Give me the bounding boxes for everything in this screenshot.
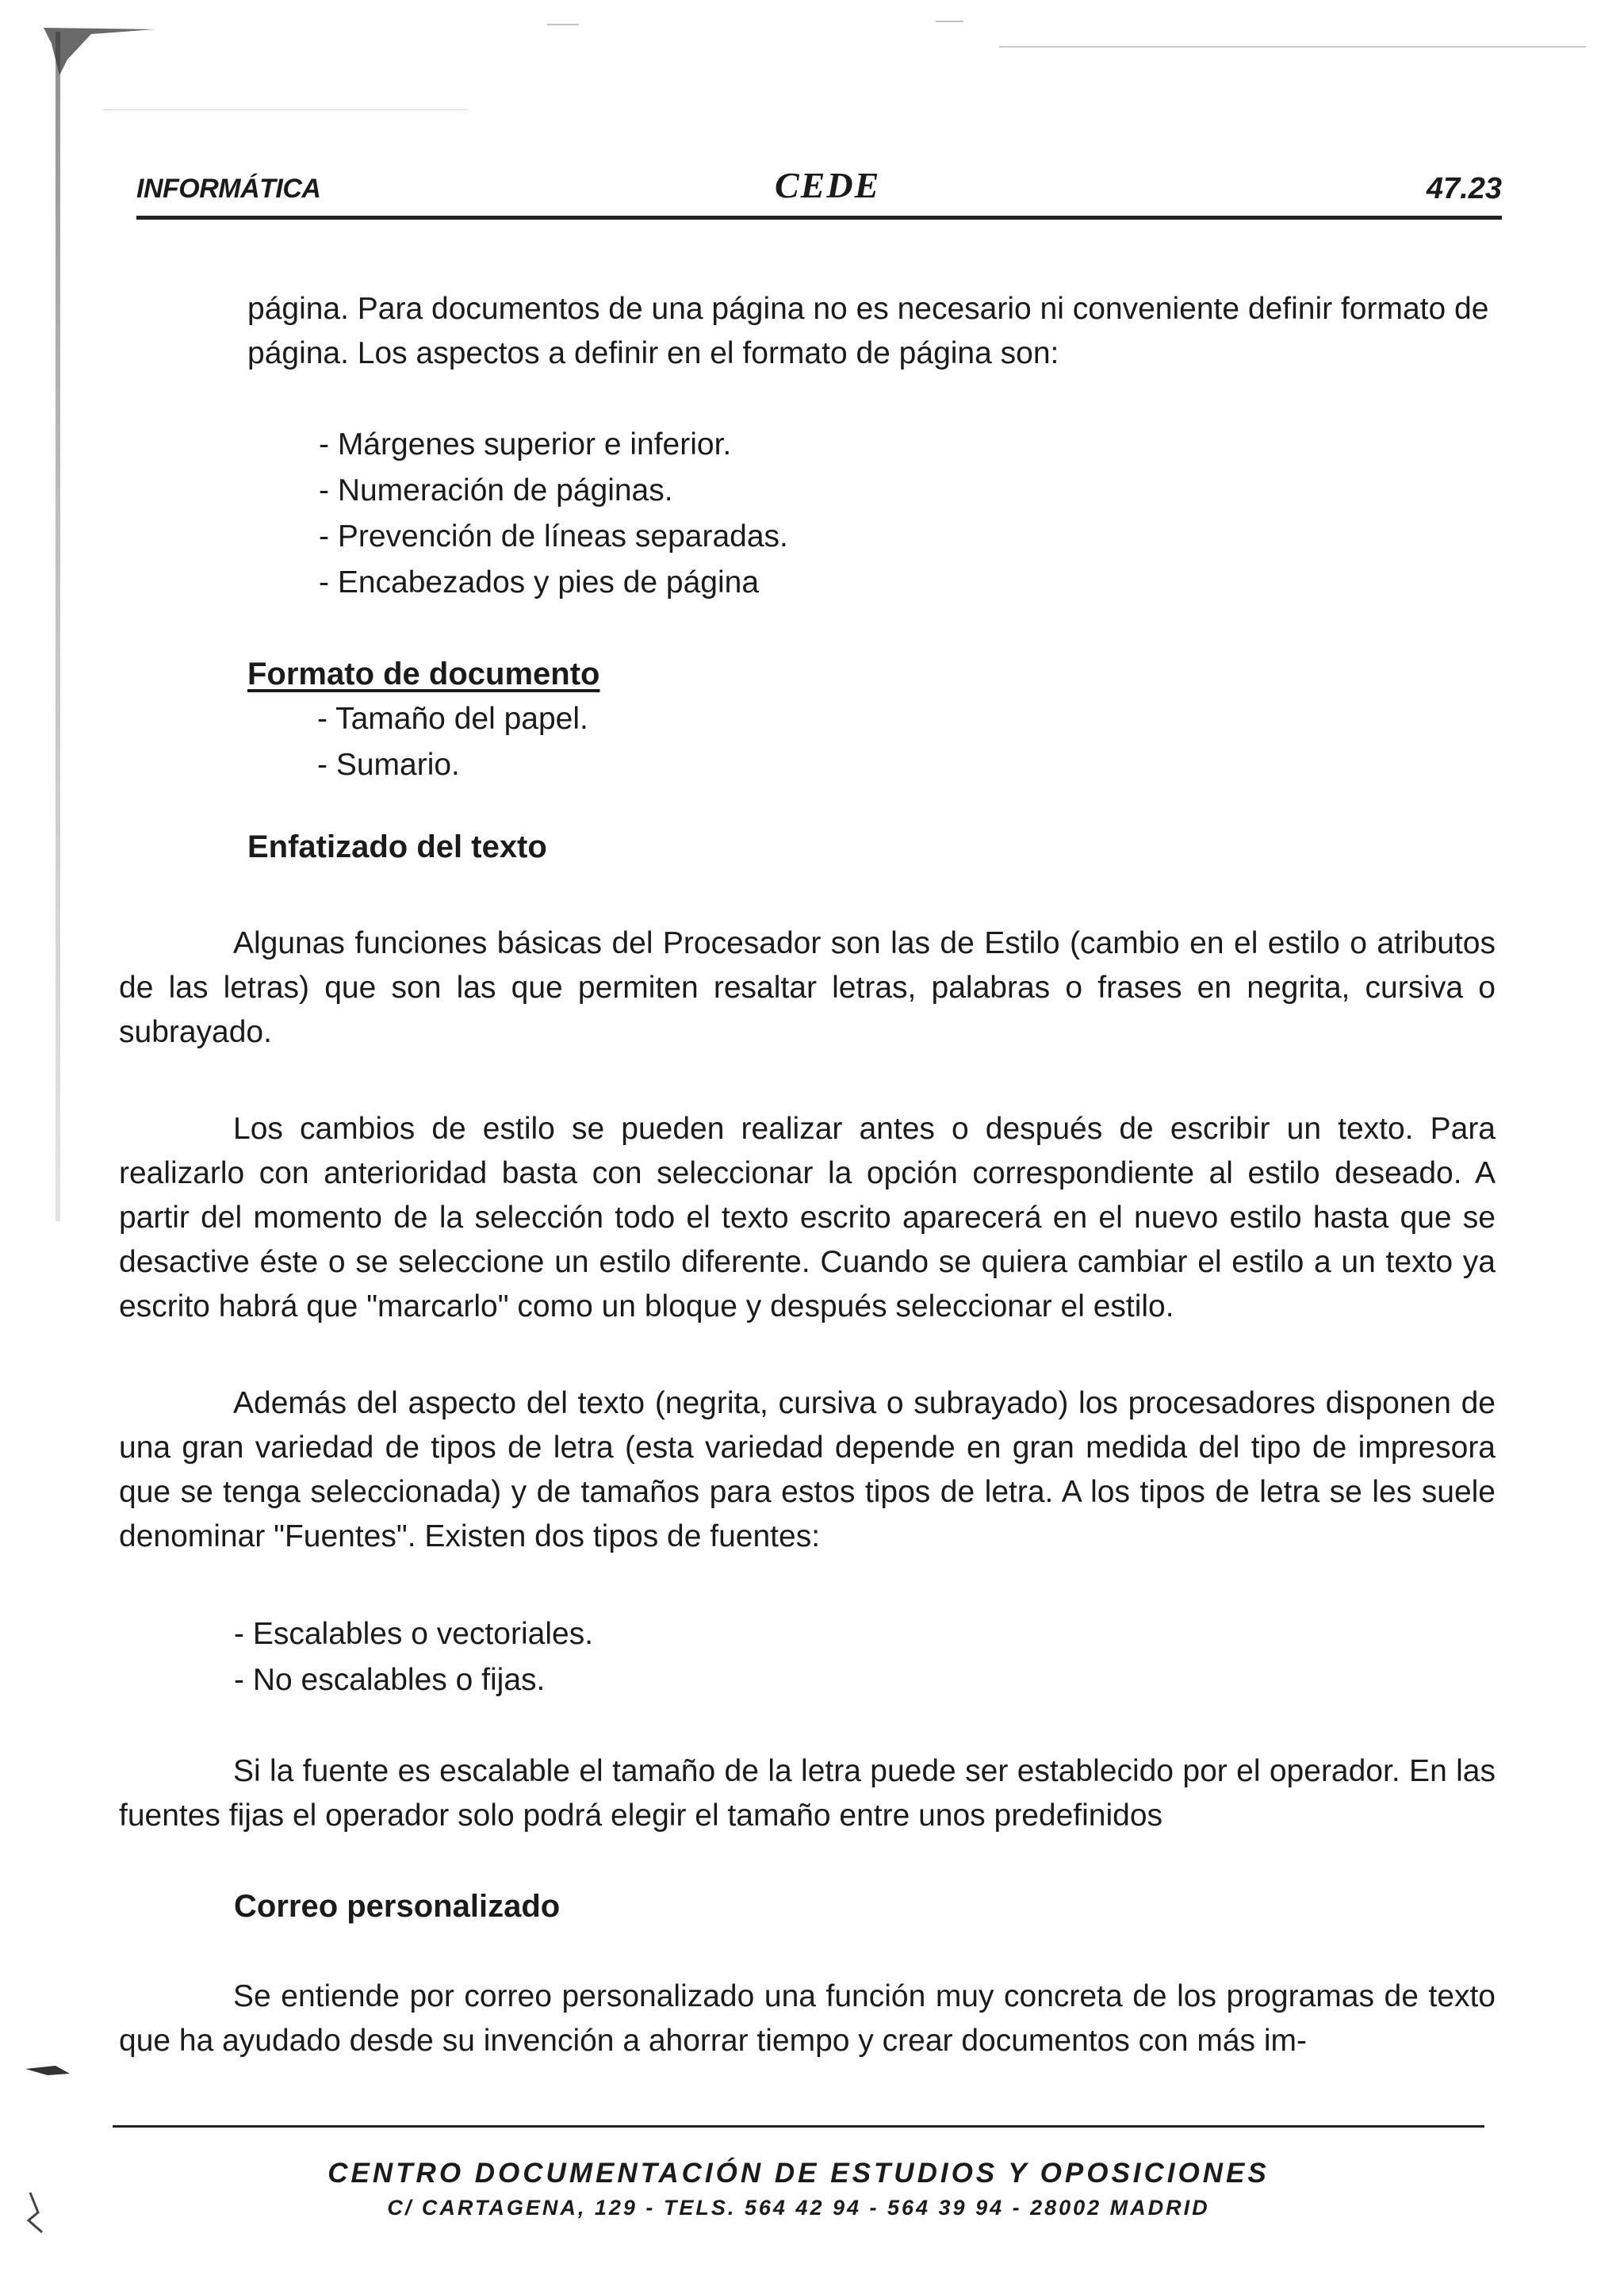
list-item: - Sumario. [317,748,460,782]
section-heading-emphasis: Enfatizado del texto [247,829,547,864]
intro-paragraph: página. Para documentos de una página no es necesario ni conveniente definir formato de página. Los aspectos a definir en el formato de página son: [247,292,1489,370]
list-item: - Escalables o vectoriales. [234,1617,594,1651]
spacer [119,1838,1496,1884]
header-subject: INFORMÁTICA [136,174,321,204]
spacer [119,376,1496,422]
header-rule [136,216,1502,220]
spacer [119,1703,1496,1749]
paragraph: Además del aspecto del texto (negrita, cursiva o subrayado) los procesadores disponen de una gran variedad de tipos de letra (esta variedad depende en gran medida del tipo de impresora que se tenga seleccionada) y de tamaños para estos tipos de letra. A los tipos de letra se les suele denominar "Fuentes". Existen dos tipos de fuentes: [119,1386,1496,1553]
header-logo: CEDE [775,165,881,205]
spacer [119,1329,1496,1381]
list-item: - Márgenes superior e inferior. [319,427,732,462]
scan-top-line [999,46,1586,48]
paragraph: Se entiende por correo personalizado una función muy concreta de los programas de texto que ha ayudado desde su invención a ahorrar tiempo y crear documentos con más im- [119,1979,1496,2058]
footer-org-name: CENTRO DOCUMENTACIÓN DE ESTUDIOS Y OPOSICIONES [327,2158,1270,2189]
page-header [136,165,1502,220]
page-format-list [119,422,1496,606]
scan-staple-mark [44,28,155,75]
doc-format-list [119,696,1496,788]
scan-margin-mark [22,2189,54,2236]
scan-top-dash [936,21,963,22]
paragraph: Si la fuente es escalable el tamaño de la letra puede ser establecido por el operador. En las fuentes fijas el operador solo podrá elegir el tamaño entre unos predefinidos [119,1754,1496,1833]
document-body [119,287,1496,2063]
list-item: - Prevención de líneas separadas. [319,519,788,554]
section-heading-doc-format: Formato de documento [247,657,600,691]
page-number: 47.23 [1426,172,1502,205]
spacer [119,1559,1496,1611]
list-item: - Numeración de páginas. [319,473,673,508]
list-item: - Encabezados y pies de página [319,565,760,599]
list-item: - No escalables o fijas. [234,1663,546,1697]
paragraph: Algunas funciones básicas del Procesador son las de Estilo (cambio en el estilo o atributos de las letras) que son las que permiten resaltar letras, palabras o frases en negrita, cursiva o subrayado. [119,926,1496,1049]
paragraph: Los cambios de estilo se pueden realizar antes o después de escribir un texto. Para realizarlo con anterioridad basta con seleccionar la opción correspondiente al estilo deseado. A partir del momento de la selección todo el texto escrito aparecerá en el nuevo estilo hasta que se desactive éste o se seleccione un estilo diferente. Cuando se quiera cambiar el estilo a un texto ya escrito habrá que "marcarlo" como un bloque y después seleccionar el estilo. [119,1112,1496,1323]
section-heading-mail: Correo personalizado [234,1889,561,1924]
list-item: - Tamaño del papel. [317,702,588,736]
footer-address: C/ CARTAGENA, 129 - TELS. 564 42 94 - 564 39 94 - 28002 MADRID [387,2196,1210,2220]
font-types-list [119,1611,1496,1703]
scan-faint-line [103,109,468,110]
scan-top-dash [547,24,579,25]
scan-left-edge [56,32,60,1221]
spacer [119,606,1496,652]
spacer [119,869,1496,921]
footer-rule [113,2125,1484,2128]
scan-margin-mark [24,2058,71,2082]
page-footer [113,2155,1484,2224]
spacer [119,1055,1496,1107]
spacer [119,788,1496,825]
spacer [119,1929,1496,1975]
